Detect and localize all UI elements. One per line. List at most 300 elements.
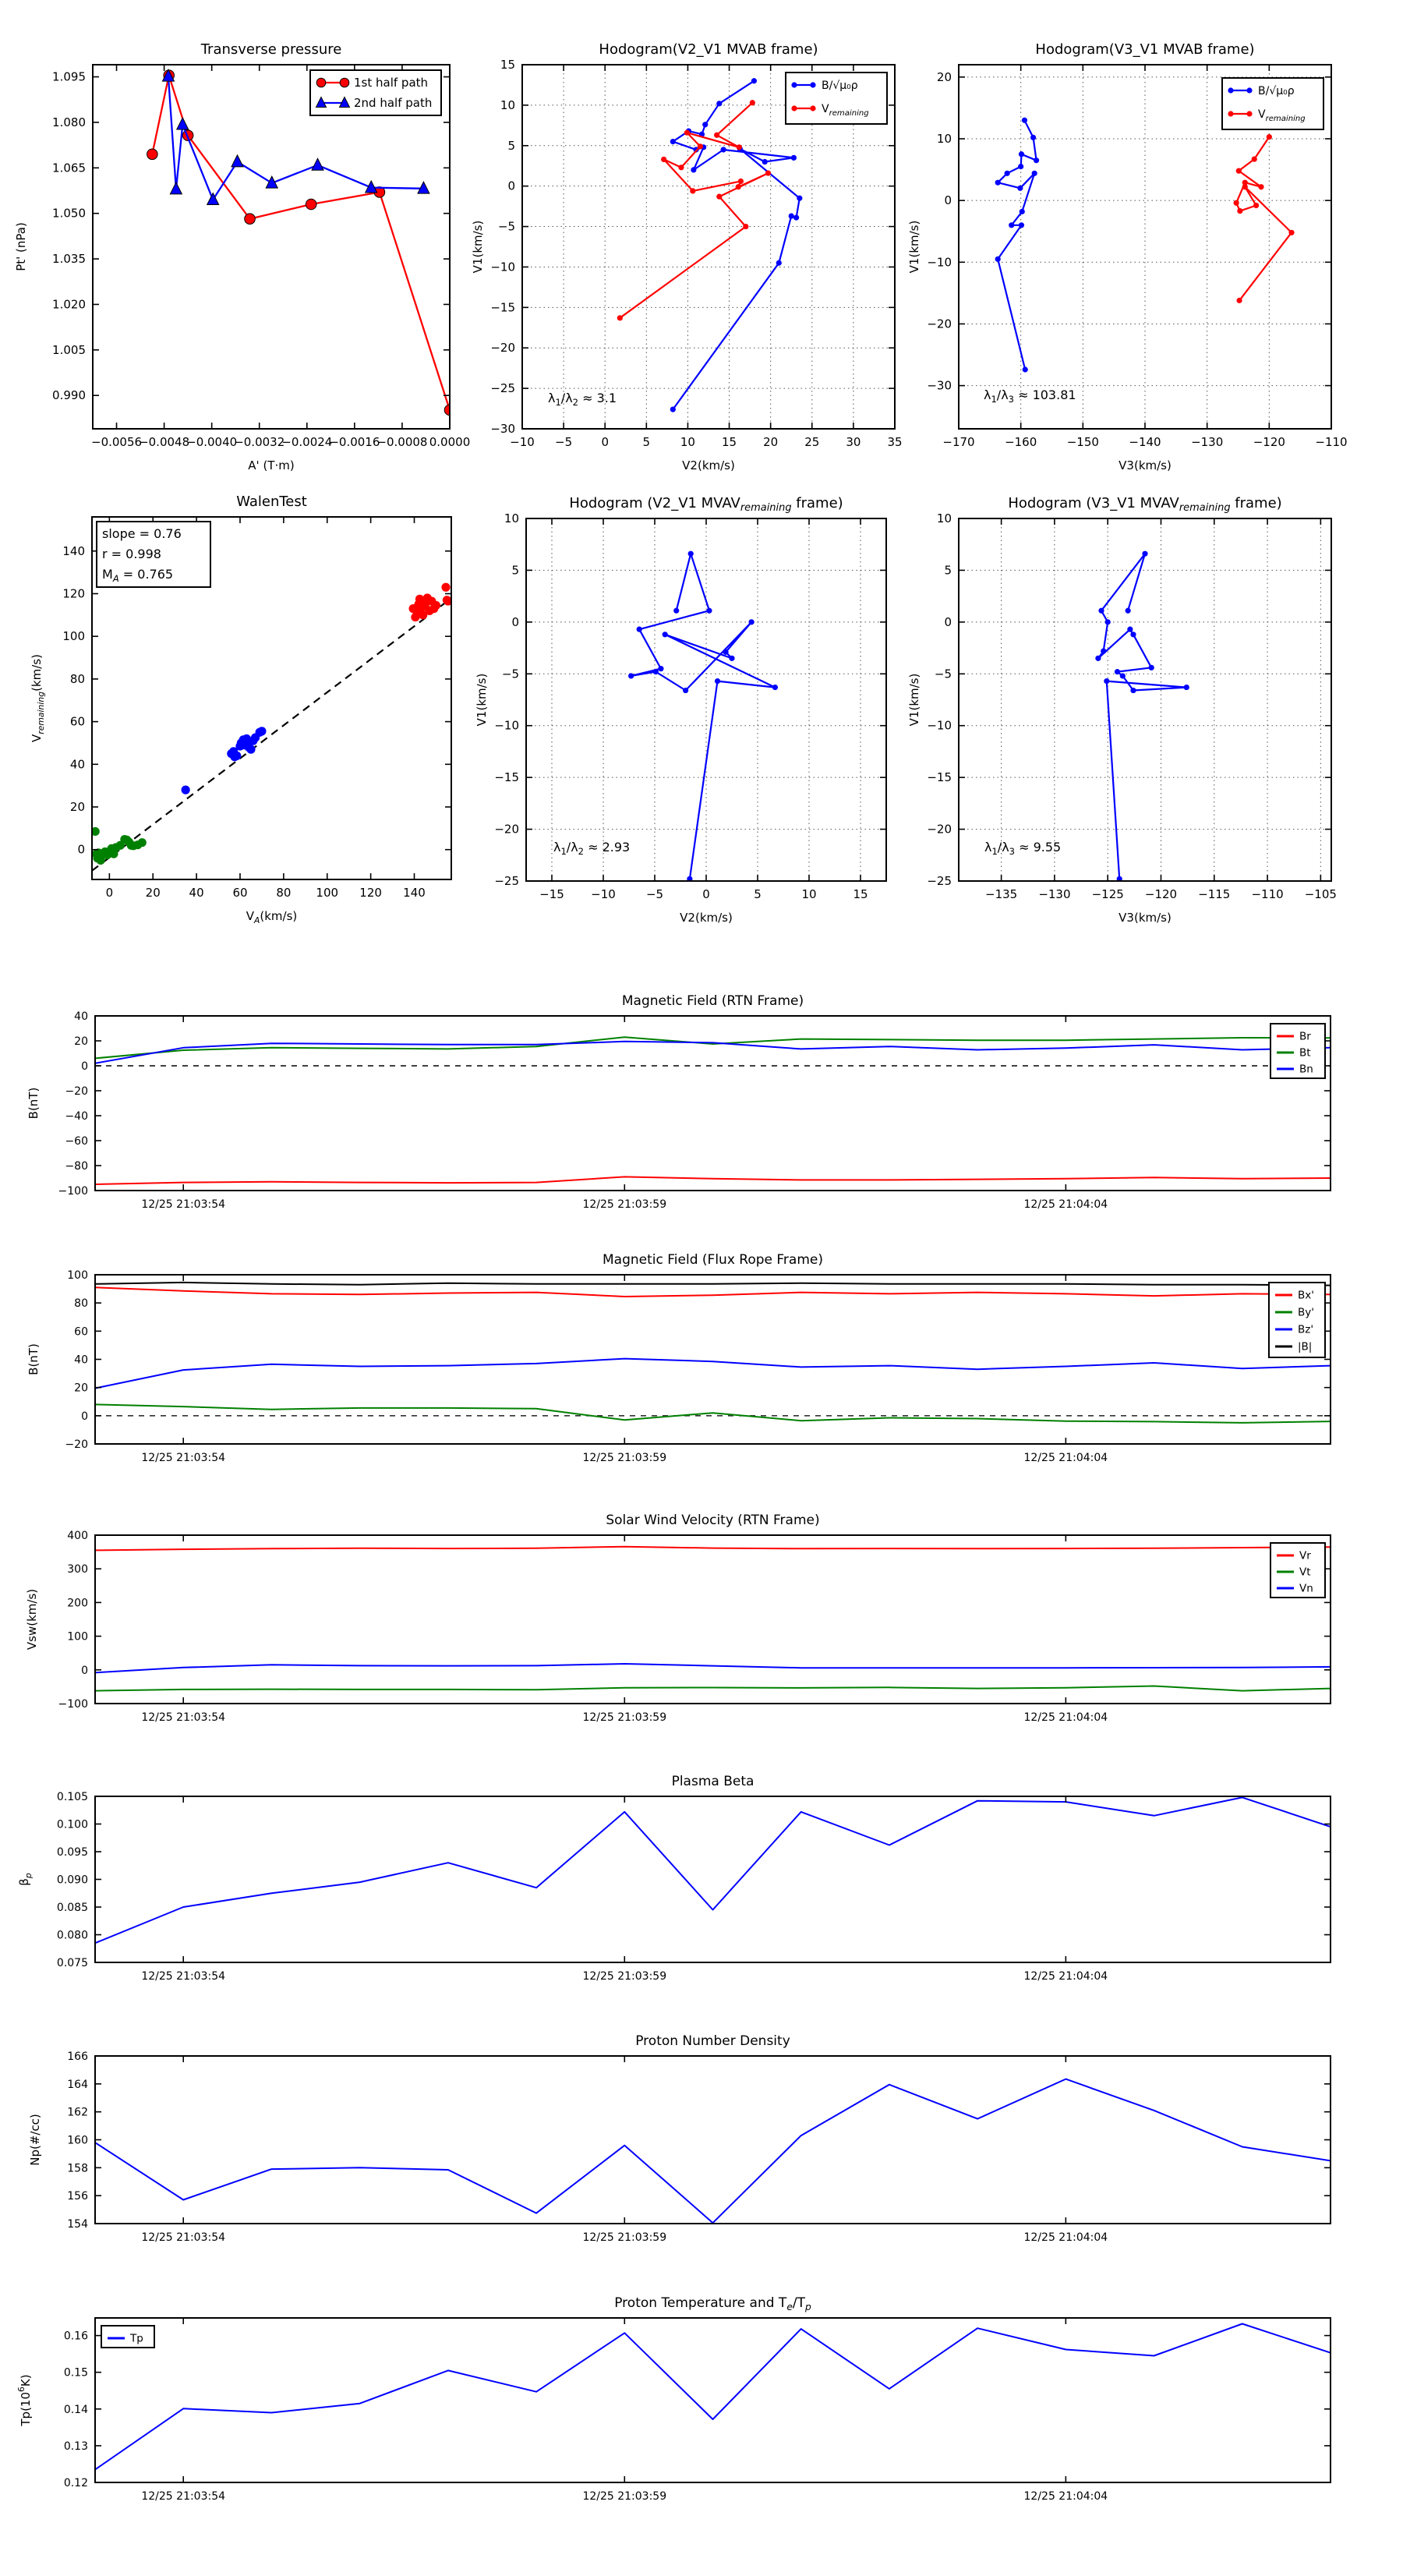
hodogram-v2v1-mvab-ytick-label: −15 bbox=[490, 300, 515, 315]
magnetic-field-flux-rope-series-Bx' bbox=[95, 1287, 1331, 1297]
magnetic-field-rtn-series-Br bbox=[95, 1177, 1331, 1184]
plasma-beta-ytick-label: 0.075 bbox=[56, 1957, 88, 1969]
walen-test-ylabel: $V_{remaining}(km/s)$ bbox=[30, 654, 46, 742]
hodogram-v3v1-mvav-ytick-label: −15 bbox=[927, 770, 952, 785]
hodogram-v3v1-mvav-ytick-label: −5 bbox=[934, 667, 952, 681]
circle-marker bbox=[737, 144, 742, 150]
transverse-pressure-ylabel: Pt' (nPa) bbox=[14, 222, 28, 271]
circle-marker bbox=[706, 608, 712, 614]
plasma-beta-ytick-label: 0.105 bbox=[56, 1791, 88, 1803]
solar-wind-velocity-series-group bbox=[95, 1547, 1331, 1691]
proton-number-density-series-Np bbox=[95, 2079, 1331, 2224]
hodogram-v3v1-mvav-title: Hodogram (V3_V1 $MVAV_{remaining}$ frame) bbox=[1008, 495, 1282, 514]
hodogram-v2v1-mvab-xtick-label: 5 bbox=[642, 435, 651, 449]
magnetic-field-rtn-ytick-label: −80 bbox=[65, 1160, 88, 1173]
circle-marker bbox=[1237, 208, 1242, 214]
transverse-pressure-ytick-label: 1.065 bbox=[52, 161, 86, 175]
walen-test-ytick-label: 100 bbox=[62, 629, 85, 644]
magnetic-field-flux-rope-xtick-label: 12/25 21:03:54 bbox=[141, 1452, 226, 1464]
circle-marker bbox=[1184, 685, 1189, 690]
hodogram-v3v1-mvab-xtick-label: −170 bbox=[942, 435, 975, 449]
transverse-pressure-ytick-label: 1.020 bbox=[52, 297, 86, 312]
hodogram-v2v1-mvav-ytick-label: 0 bbox=[511, 614, 519, 629]
magnetic-field-flux-rope-series-group bbox=[95, 1283, 1331, 1423]
walen-test-xtick-label: 120 bbox=[359, 886, 382, 900]
hodogram-v3v1-mvav-ytick-label: 5 bbox=[944, 563, 952, 578]
hodogram-v3v1-mvab-ytick-label: 20 bbox=[936, 69, 952, 84]
hodogram-v2v1-mvab-xtick-label: 35 bbox=[887, 435, 903, 449]
hodogram-v2v1-mvab-ytick-label: 10 bbox=[500, 97, 515, 112]
circle-marker bbox=[678, 165, 684, 170]
walen-test-ytick-label: 120 bbox=[62, 586, 85, 601]
magnetic-field-rtn-legend-label: Bn bbox=[1299, 1063, 1313, 1076]
proton-number-density-ytick-label: 156 bbox=[67, 2190, 88, 2203]
circle-marker bbox=[628, 673, 634, 678]
circle-marker bbox=[661, 157, 666, 162]
hodogram-v2v1-mvab-xtick-label: 10 bbox=[680, 435, 695, 449]
circle-marker bbox=[789, 213, 794, 218]
plasma-beta-xtick-label: 12/25 21:03:54 bbox=[141, 1970, 226, 1983]
hodogram-v3v1-mvav-ytick-label: −10 bbox=[927, 718, 952, 733]
hodogram-v2v1-mvav-title: Hodogram (V2_V1 $MVAV_{remaining}$ frame) bbox=[569, 495, 843, 514]
solar-wind-velocity-ytick-label: 0 bbox=[81, 1664, 88, 1677]
circle-marker bbox=[1142, 551, 1147, 557]
proton-temperature-legend-box bbox=[101, 2326, 154, 2348]
plasma-beta-frame bbox=[95, 1796, 1331, 1962]
plot-magnetic-field-rtn bbox=[27, 993, 1331, 1211]
magnetic-field-flux-rope-ytick-label: 20 bbox=[74, 1382, 88, 1395]
circle-marker bbox=[791, 155, 797, 161]
magnetic-field-rtn-ytick-label: −40 bbox=[65, 1110, 88, 1123]
circle-marker bbox=[658, 666, 663, 671]
circle-marker bbox=[1032, 171, 1037, 176]
solar-wind-velocity-title: Solar Wind Velocity (RTN Frame) bbox=[606, 1513, 820, 1528]
walen-test-xtick-label: 0 bbox=[105, 886, 114, 900]
hodogram-v2v1-mvab-xtick-label: 20 bbox=[763, 435, 779, 449]
magnetic-field-flux-rope-series-|B| bbox=[95, 1283, 1331, 1286]
proton-number-density-ytick-label: 160 bbox=[67, 2134, 88, 2147]
hodogram-v2v1-mvav-series-group bbox=[628, 551, 778, 882]
plot-hodogram-v3v1-mvab bbox=[907, 41, 1348, 472]
proton-temperature-ytick-label: 0.16 bbox=[63, 2330, 88, 2343]
solar-wind-velocity-ytick-label: 400 bbox=[67, 1530, 88, 1542]
circle-marker bbox=[1018, 164, 1023, 169]
magnetic-field-flux-rope-ytick-label: −20 bbox=[65, 1438, 88, 1451]
hodogram-v3v1-mvav-frame bbox=[959, 518, 1331, 881]
magnetic-field-rtn-legend-label: Bt bbox=[1299, 1046, 1311, 1060]
circle-marker bbox=[715, 678, 720, 684]
hodogram-v3v1-mvab-title: Hodogram(V3_V1 MVAB frame) bbox=[1035, 41, 1255, 58]
hodogram-v2v1-mvab-xtick-label: 30 bbox=[846, 435, 861, 449]
circle-marker bbox=[738, 179, 744, 184]
hodogram-v3v1-mvab-ytick-label: 0 bbox=[944, 193, 952, 208]
hodogram-v3v1-mvav-ytick-label: 0 bbox=[944, 614, 952, 629]
hodogram-v2v1-mvab-legend bbox=[786, 73, 887, 124]
magnetic-field-rtn-legend bbox=[1270, 1024, 1325, 1078]
proton-number-density-xtick-label: 12/25 21:03:59 bbox=[582, 2231, 667, 2244]
walen-test-ytick-label: 0 bbox=[77, 842, 85, 857]
circle-marker bbox=[1149, 665, 1154, 671]
magnetic-field-flux-rope-legend-label: By' bbox=[1298, 1306, 1314, 1319]
walen-test-xtick-label: 60 bbox=[232, 886, 248, 900]
proton-temperature-ytick-label: 0.13 bbox=[63, 2440, 88, 2453]
hodogram-v2v1-mvav-ytick-label: 5 bbox=[511, 563, 519, 578]
plot-solar-wind-velocity bbox=[25, 1513, 1331, 1724]
hodogram-v2v1-mvab-ylabel: V1(km/s) bbox=[471, 220, 485, 274]
plot-walen-test bbox=[30, 494, 452, 925]
circle-marker bbox=[147, 149, 158, 160]
magnetic-field-flux-rope-xtick-label: 12/25 21:03:59 bbox=[582, 1452, 667, 1464]
proton-number-density-ytick-label: 162 bbox=[67, 2106, 88, 2119]
magnetic-field-flux-rope-legend-label: Bz' bbox=[1298, 1323, 1314, 1336]
hodogram-v2v1-mvab-series-group bbox=[617, 78, 803, 412]
proton-number-density-ytick-label: 166 bbox=[67, 2051, 88, 2063]
hodogram-v3v1-mvab-xtick-label: −150 bbox=[1066, 435, 1099, 449]
transverse-pressure-xtick-label: −0.0040 bbox=[186, 435, 238, 449]
hodogram-v2v1-mvav-ytick-label: −10 bbox=[494, 718, 519, 733]
proton-temperature-xtick-label: 12/25 21:03:54 bbox=[141, 2490, 226, 2503]
circle-marker bbox=[245, 214, 256, 225]
hodogram-v3v1-mvav-xtick-label: −120 bbox=[1144, 887, 1178, 901]
hodogram-v3v1-mvab-xtick-label: −130 bbox=[1191, 435, 1224, 449]
hodogram-v3v1-mvav-xlabel: V3(km/s) bbox=[1119, 911, 1172, 925]
transverse-pressure-series-group bbox=[147, 69, 455, 416]
circle-marker bbox=[1034, 157, 1039, 163]
hodogram-v3v1-mvab-legend-label: $V_{remaining}$ bbox=[1258, 108, 1306, 123]
transverse-pressure-ytick-label: 1.080 bbox=[52, 115, 86, 129]
magnetic-field-flux-rope-ytick-label: 100 bbox=[67, 1269, 88, 1282]
walen-test-ytick-label: 80 bbox=[69, 671, 85, 686]
magnetic-field-flux-rope-ytick-label: 80 bbox=[74, 1297, 88, 1311]
proton-temperature-ytick-label: 0.12 bbox=[63, 2477, 88, 2489]
hodogram-v3v1-mvav-ylabel: V1(km/s) bbox=[907, 673, 921, 727]
circle-marker bbox=[690, 188, 695, 193]
circle-marker bbox=[1242, 184, 1248, 189]
solar-wind-velocity-series-Vn bbox=[95, 1664, 1331, 1672]
solar-wind-velocity-ytick-label: 100 bbox=[67, 1630, 88, 1644]
hodogram-v3v1-mvab-xtick-label: −140 bbox=[1129, 435, 1161, 449]
magnetic-field-rtn-xtick-label: 12/25 21:03:59 bbox=[582, 1198, 667, 1211]
hodogram-v2v1-mvav-xtick-label: −5 bbox=[645, 887, 664, 901]
circle-marker bbox=[751, 78, 757, 83]
hodogram-v2v1-mvab-title: Hodogram(V2_V1 MVAB frame) bbox=[599, 41, 818, 58]
walen-test-series-fit line bbox=[92, 598, 451, 871]
plasma-beta-series-group bbox=[95, 1797, 1331, 1943]
circle-marker bbox=[1120, 673, 1126, 678]
magnetic-field-rtn-ytick-label: −100 bbox=[58, 1185, 88, 1198]
walen-test-stats-line: slope = 0.76 bbox=[102, 526, 182, 541]
magnetic-field-flux-rope-legend-label: Bx' bbox=[1298, 1289, 1314, 1302]
solar-wind-velocity-series-Vt bbox=[95, 1686, 1331, 1691]
solar-wind-velocity-ytick-label: 200 bbox=[67, 1597, 88, 1610]
proton-number-density-ytick-label: 154 bbox=[67, 2218, 88, 2231]
magnetic-field-rtn-ylabel: B(nT) bbox=[27, 1087, 41, 1120]
magnetic-field-rtn-xtick-label: 12/25 21:04:04 bbox=[1023, 1198, 1108, 1211]
circle-marker bbox=[1030, 135, 1036, 140]
circle-marker bbox=[637, 627, 642, 632]
plot-transverse-pressure bbox=[14, 41, 470, 472]
circle-marker bbox=[670, 406, 676, 412]
circle-marker bbox=[1236, 168, 1242, 174]
circle-marker bbox=[340, 78, 349, 87]
hodogram-v2v1-mvab-ytick-label: 5 bbox=[507, 138, 515, 153]
proton-number-density-series-group bbox=[95, 2079, 1331, 2224]
walen-test-ytick-label: 140 bbox=[62, 543, 85, 558]
walen-test-xlabel: $V_A(km/s)$ bbox=[246, 909, 298, 925]
hodogram-v2v1-mvab-series-V_{remaining} bbox=[620, 103, 768, 318]
hodogram-v3v1-mvav-ytick-label: 10 bbox=[936, 511, 952, 525]
circle-marker bbox=[1252, 157, 1257, 162]
proton-temperature-series-group bbox=[95, 2324, 1331, 2470]
circle-marker bbox=[688, 551, 694, 557]
plasma-beta-ytick-label: 0.100 bbox=[56, 1818, 88, 1831]
walen-test-xtick-label: 40 bbox=[189, 886, 204, 900]
plasma-beta-xtick-label: 12/25 21:03:59 bbox=[582, 1970, 667, 1983]
plasma-beta-ytick-label: 0.090 bbox=[56, 1874, 88, 1887]
hodogram-v2v1-mvab-legend-label: $V_{remaining}$ bbox=[822, 103, 869, 118]
circle-marker bbox=[1019, 222, 1024, 228]
circle-marker bbox=[698, 143, 703, 149]
solar-wind-velocity-ytick-label: 300 bbox=[67, 1563, 88, 1576]
solar-wind-velocity-legend-label: Vt bbox=[1299, 1566, 1311, 1579]
magnetic-field-rtn-ytick-label: 20 bbox=[74, 1035, 88, 1048]
magnetic-field-rtn-ytick-label: −60 bbox=[65, 1135, 88, 1148]
hodogram-v2v1-mvab-legend-label: B/√μ₀ρ bbox=[822, 80, 858, 92]
hodogram-v3v1-mvav-xtick-label: −105 bbox=[1304, 887, 1337, 901]
circle-marker bbox=[716, 101, 722, 106]
circle-marker bbox=[1009, 222, 1014, 228]
solar-wind-velocity-legend bbox=[1270, 1543, 1325, 1598]
proton-number-density-xtick-label: 12/25 21:03:54 bbox=[141, 2231, 226, 2244]
transverse-pressure-title: Transverse pressure bbox=[200, 41, 342, 58]
hodogram-v2v1-mvav-xtick-label: −10 bbox=[591, 887, 616, 901]
hodogram-v2v1-mvab-ytick-label: −20 bbox=[490, 341, 515, 356]
solar-wind-velocity-xtick-label: 12/25 21:03:54 bbox=[141, 1711, 226, 1724]
hodogram-v2v1-mvav-ytick-label: −25 bbox=[494, 874, 519, 888]
magnetic-field-flux-rope-legend-label: |B| bbox=[1298, 1340, 1313, 1353]
transverse-pressure-ytick-label: 1.095 bbox=[52, 69, 86, 84]
magnetic-field-flux-rope-legend bbox=[1269, 1283, 1325, 1357]
proton-number-density-title: Proton Number Density bbox=[635, 2033, 790, 2049]
walen-test-series-group bbox=[91, 583, 453, 871]
walen-test-ytick-label: 20 bbox=[69, 800, 85, 814]
circle-marker bbox=[432, 601, 440, 610]
circle-marker bbox=[1236, 298, 1242, 303]
circle-marker bbox=[617, 315, 623, 320]
plasma-beta-ylabel: $\beta_p$ bbox=[17, 1873, 34, 1886]
hodogram-v2v1-mvab-ytick-label: −5 bbox=[497, 219, 515, 234]
proton-temperature-legend bbox=[101, 2326, 154, 2348]
walen-test-xtick-label: 20 bbox=[145, 886, 161, 900]
walen-test-xtick-label: 100 bbox=[316, 886, 339, 900]
transverse-pressure-xlabel: A' (T·m) bbox=[248, 458, 295, 472]
circle-marker bbox=[1267, 134, 1272, 140]
hodogram-v3v1-mvab-ytick-label: −30 bbox=[927, 378, 952, 393]
circle-marker bbox=[1130, 688, 1136, 693]
hodogram-v2v1-mvav-xtick-label: 0 bbox=[702, 887, 710, 901]
hodogram-v3v1-mvab-series-V_{remaining} bbox=[1236, 137, 1292, 301]
transverse-pressure-xtick-label: −0.0016 bbox=[329, 435, 380, 449]
circle-marker bbox=[702, 122, 708, 127]
solar-wind-velocity-ytick-label: −100 bbox=[58, 1698, 88, 1711]
circle-marker bbox=[791, 105, 797, 111]
proton-temperature-frame bbox=[95, 2318, 1331, 2482]
circle-marker bbox=[1228, 87, 1233, 93]
hodogram-v3v1-mvav-annotation: $\lambda_1/\lambda_3 \approx 9.55$ bbox=[984, 840, 1062, 857]
proton-number-density-ytick-label: 158 bbox=[67, 2162, 88, 2175]
circle-marker bbox=[1126, 608, 1131, 614]
circle-marker bbox=[1101, 648, 1106, 653]
circle-marker bbox=[1105, 619, 1111, 625]
triangle-marker bbox=[170, 182, 182, 194]
magnetic-field-flux-rope-ytick-label: 40 bbox=[74, 1353, 88, 1367]
solar-wind-velocity-legend-label: Vr bbox=[1299, 1549, 1311, 1562]
triangle-marker bbox=[312, 158, 323, 170]
circle-marker bbox=[653, 669, 659, 674]
circle-marker bbox=[1020, 209, 1025, 214]
circle-marker bbox=[1098, 608, 1104, 614]
hodogram-v2v1-mvab-series-B/√μ₀ρ bbox=[673, 81, 800, 409]
hodogram-v2v1-mvab-xlabel: V2(km/s) bbox=[682, 458, 735, 472]
circle-marker bbox=[232, 752, 241, 760]
hodogram-v2v1-mvav-xtick-label: 10 bbox=[801, 887, 817, 901]
magnetic-field-rtn-ytick-label: 40 bbox=[74, 1010, 88, 1023]
circle-marker bbox=[316, 78, 326, 87]
hodogram-v3v1-mvab-xlabel: V3(km/s) bbox=[1119, 458, 1172, 472]
circle-marker bbox=[1246, 111, 1252, 116]
circle-marker bbox=[663, 632, 668, 637]
transverse-pressure-legend-label: 2nd half path bbox=[354, 96, 433, 110]
plot-plasma-beta bbox=[17, 1774, 1331, 1983]
circle-marker bbox=[810, 82, 815, 87]
circle-marker bbox=[995, 180, 1001, 186]
transverse-pressure-xtick-label: −0.0048 bbox=[139, 435, 190, 449]
transverse-pressure-ytick-label: 1.005 bbox=[52, 342, 86, 357]
plot-proton-temperature bbox=[16, 2295, 1331, 2503]
circle-marker bbox=[670, 139, 676, 144]
proton-temperature-ylabel: $Tp(10^6K)$ bbox=[16, 2374, 33, 2426]
circle-marker bbox=[246, 745, 255, 754]
hodogram-v3v1-mvab-ytick-label: 10 bbox=[936, 131, 952, 146]
transverse-pressure-xtick-label: −0.0024 bbox=[281, 435, 333, 449]
magnetic-field-flux-rope-series-By' bbox=[95, 1404, 1331, 1423]
hodogram-v2v1-mvab-ytick-label: 15 bbox=[500, 58, 515, 72]
circle-marker bbox=[182, 786, 190, 794]
magnetic-field-rtn-ytick-label: 0 bbox=[81, 1060, 88, 1073]
hodogram-v3v1-mvav-series-group bbox=[1095, 551, 1189, 882]
circle-marker bbox=[995, 257, 1001, 262]
plasma-beta-ytick-label: 0.095 bbox=[56, 1846, 88, 1859]
hodogram-v3v1-mvab-xtick-label: −120 bbox=[1253, 435, 1285, 449]
hodogram-v2v1-mvav-series-V trace bbox=[631, 554, 776, 879]
hodogram-v2v1-mvav-annotation: $\lambda_1/\lambda_2 \approx 2.93$ bbox=[553, 840, 631, 857]
hodogram-v2v1-mvab-annotation: $\lambda_1/\lambda_2 \approx 3.1$ bbox=[548, 391, 617, 408]
circle-marker bbox=[716, 194, 722, 200]
triangle-marker bbox=[231, 155, 243, 167]
magnetic-field-rtn-series-Bn bbox=[95, 1042, 1331, 1063]
triangle-marker bbox=[177, 118, 189, 129]
circle-marker bbox=[1019, 151, 1024, 157]
transverse-pressure-xtick-label: 0.0000 bbox=[429, 435, 471, 449]
proton-temperature-ytick-label: 0.14 bbox=[63, 2403, 88, 2416]
proton-number-density-xtick-label: 12/25 21:04:04 bbox=[1023, 2231, 1108, 2244]
circle-marker bbox=[673, 608, 679, 614]
circle-marker bbox=[1130, 632, 1136, 637]
hodogram-v3v1-mvav-xtick-label: −110 bbox=[1251, 887, 1284, 901]
hodogram-v2v1-mvav-xtick-label: 15 bbox=[853, 887, 868, 901]
hodogram-v2v1-mvab-xtick-label: −10 bbox=[510, 435, 535, 449]
solar-wind-velocity-xtick-label: 12/25 21:04:04 bbox=[1023, 1711, 1108, 1724]
hodogram-v2v1-mvab-ytick-label: −10 bbox=[490, 260, 515, 274]
plot-hodogram-v2v1-mvav bbox=[475, 495, 886, 925]
hodogram-v2v1-mvav-ytick-label: −5 bbox=[501, 667, 519, 681]
circle-marker bbox=[772, 685, 778, 690]
hodogram-v3v1-mvab-xtick-label: −110 bbox=[1315, 435, 1348, 449]
proton-temperature-title: Proton Temperature and $T_e/T_p$ bbox=[614, 2295, 811, 2312]
hodogram-v2v1-mvav-ylabel: V1(km/s) bbox=[475, 673, 489, 727]
plot-proton-number-density bbox=[28, 2033, 1331, 2244]
magnetic-field-rtn-ytick-label: −20 bbox=[65, 1085, 88, 1098]
circle-marker bbox=[691, 167, 696, 172]
circle-marker bbox=[257, 727, 266, 735]
circle-marker bbox=[810, 105, 815, 111]
hodogram-v3v1-mvab-legend bbox=[1222, 78, 1323, 129]
circle-marker bbox=[683, 688, 688, 693]
circle-marker bbox=[743, 224, 748, 229]
proton-temperature-xtick-label: 12/25 21:04:04 bbox=[1023, 2490, 1108, 2503]
transverse-pressure-legend bbox=[310, 70, 441, 115]
circle-marker bbox=[1005, 171, 1010, 176]
transverse-pressure-series-1st half path bbox=[152, 76, 450, 410]
hodogram-v3v1-mvab-legend-label: B/√μ₀ρ bbox=[1258, 85, 1295, 97]
transverse-pressure-xtick-label: −0.0008 bbox=[376, 435, 428, 449]
hodogram-v2v1-mvab-xtick-label: 15 bbox=[722, 435, 737, 449]
walen-test-xtick-label: 140 bbox=[403, 886, 426, 900]
plot-hodogram-v2v1-mvab bbox=[471, 41, 903, 472]
circle-marker bbox=[138, 838, 147, 847]
hodogram-v2v1-mvab-ytick-label: −30 bbox=[490, 422, 515, 436]
solar-wind-velocity-frame bbox=[95, 1535, 1331, 1704]
circle-marker bbox=[1234, 200, 1239, 206]
plasma-beta-series-beta_p bbox=[95, 1797, 1331, 1943]
hodogram-v2v1-mvav-ytick-label: −15 bbox=[494, 770, 519, 785]
solar-wind-velocity-ylabel: Vsw(km/s) bbox=[25, 1588, 39, 1651]
plot-hodogram-v3v1-mvav bbox=[907, 495, 1337, 925]
hodogram-v2v1-mvab-ytick-label: −25 bbox=[490, 381, 515, 396]
transverse-pressure-xtick-label: −0.0032 bbox=[234, 435, 285, 449]
hodogram-v3v1-mvav-xtick-label: −115 bbox=[1198, 887, 1231, 901]
solar-wind-velocity-series-Vr bbox=[95, 1547, 1331, 1551]
hodogram-v3v1-mvab-series-B/√μ₀ρ bbox=[998, 120, 1036, 370]
magnetic-field-flux-rope-frame bbox=[95, 1275, 1331, 1444]
magnetic-field-flux-rope-xtick-label: 12/25 21:04:04 bbox=[1023, 1452, 1108, 1464]
solar-wind-velocity-legend-label: Vn bbox=[1299, 1582, 1313, 1595]
walen-test-stats-box bbox=[97, 522, 210, 587]
walen-test-stats-line: $M_A = 0.765$ bbox=[102, 567, 174, 584]
hodogram-v2v1-mvab-ytick-label: 0 bbox=[507, 179, 515, 193]
magnetic-field-flux-rope-title: Magnetic Field (Flux Rope Frame) bbox=[603, 1252, 823, 1268]
hodogram-v3v1-mvab-ytick-label: −20 bbox=[927, 317, 952, 331]
hodogram-v2v1-mvav-ytick-label: 10 bbox=[504, 511, 519, 525]
hodogram-v2v1-mvav-xlabel: V2(km/s) bbox=[680, 911, 733, 925]
plasma-beta-ytick-label: 0.080 bbox=[56, 1929, 88, 1942]
magnetic-field-rtn-legend-label: Br bbox=[1299, 1030, 1311, 1043]
hodogram-v3v1-mvav-xtick-label: −130 bbox=[1038, 887, 1071, 901]
magnetic-field-rtn-series-Bt bbox=[95, 1037, 1331, 1058]
magnetic-field-flux-rope-ytick-label: 60 bbox=[74, 1325, 88, 1339]
circle-marker bbox=[765, 170, 771, 175]
transverse-pressure-legend-label: 1st half path bbox=[354, 76, 429, 90]
